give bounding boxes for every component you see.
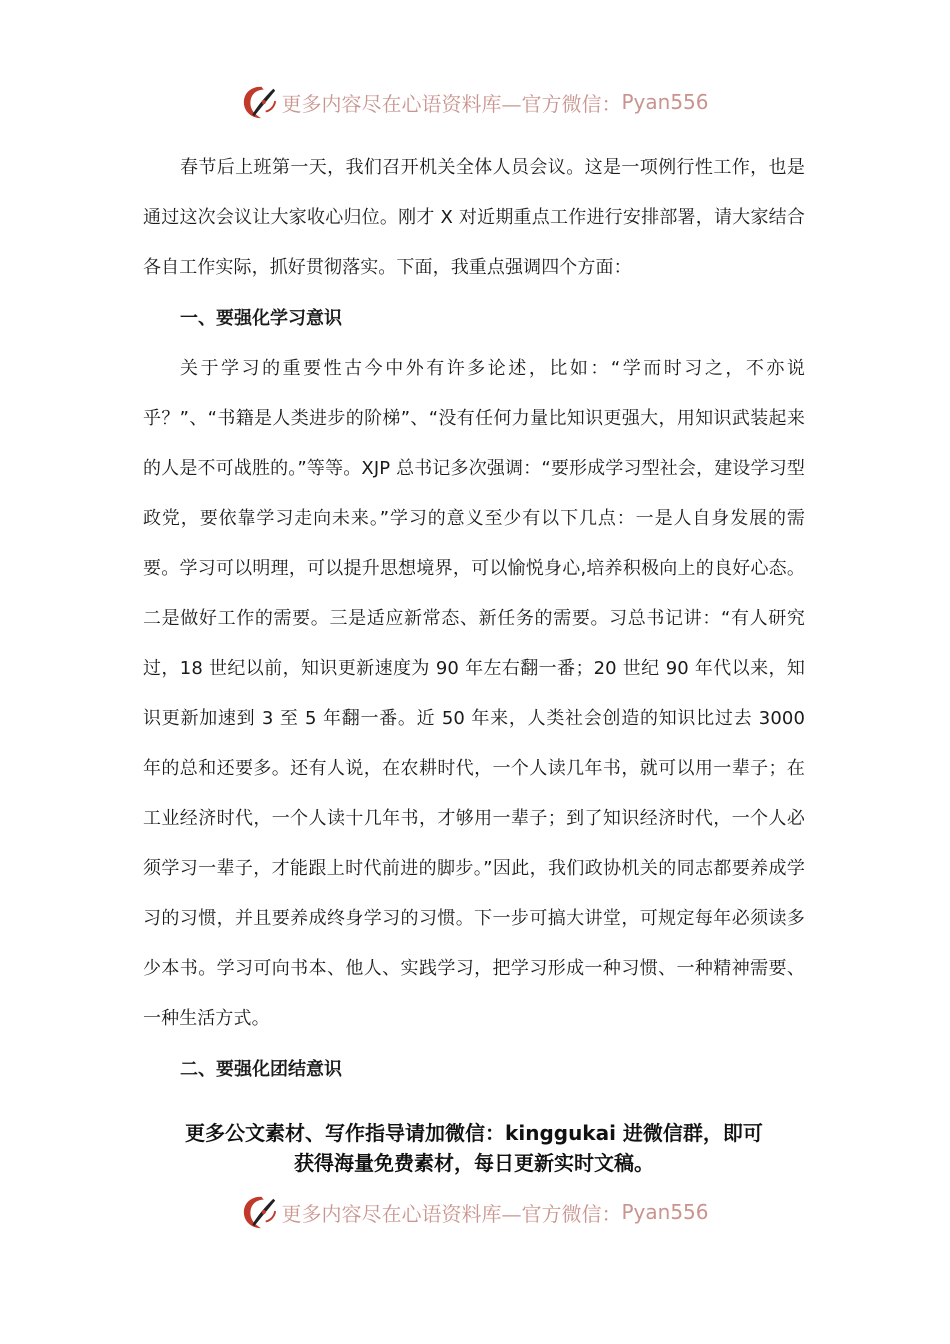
section-1-paragraph: 关于学习的重要性古今中外有许多论述，比如：“学而时习之，不亦说乎？”、“书籍是人类进步的阶梯”、“没有任何力量比知识更强大，用知识武装起来的人是不可战胜的。”等等。XJP 总书记多次强调：“要形成学习型社会，建设学习型政党，要依靠学习走向未来。”学习的意义至少有以下几点：一是人自身发展的需要。学习可以明理，可以提升思想境界，可以愉悦身心,培养积极向上的良好心态。二是做好工作的需要。三是适应新常态、新任务的需要。习总书记讲：“有人研究过，18 世纪以前，知识更新速度为 90 年左右翻一番；20 世纪 90 年代以来，知识更新加速到 3 至 5 年翻一番。近 50 年来，人类社会创造的知识比过去 3000 年的总和还要多。还有人说，在农耕时代，一个人读几年书，就可以用一辈子；在工业经济时代，一个人读十几年书，才够用一辈子；到了知识经济时代，一个人必须学习一辈子，才能跟上时代前进的脚步。”因此，我们政协机关的同志都要养成学习的习惯，并且要养成终身学习的习惯。下一步可搞大讲堂，可规定每年必须读多少本书。学习可向书本、他人、实践学习，把学习形成一种习惯、一种精神需要、一种生活方式。 <box>143 358 805 1029</box>
brush-logo-icon <box>241 1193 279 1231</box>
header-watermark <box>0 80 950 124</box>
watermark-wechat-id: Pyan556 <box>621 1200 709 1224</box>
promo-notice <box>143 1118 805 1178</box>
section-heading-2: 二、要强化团结意识 <box>180 1059 342 1080</box>
watermark-text: 更多内容尽在心语资料库—官方微信： <box>281 1201 622 1226</box>
footer-watermark <box>0 1190 950 1234</box>
watermark-wechat-id: Pyan556 <box>621 90 709 114</box>
promo-line-1: 更多公文素材、写作指导请加微信：kinggukai 进微信群，即可 <box>185 1121 763 1145</box>
brush-logo-icon <box>241 83 279 121</box>
watermark-text: 更多内容尽在心语资料库—官方微信： <box>281 91 622 116</box>
promo-line-2: 获得海量免费素材，每日更新实时文稿。 <box>294 1151 654 1175</box>
document-body <box>143 143 805 1095</box>
section-heading-1: 一、要强化学习意识 <box>180 308 342 329</box>
intro-paragraph: 春节后上班第一天，我们召开机关全体人员会议。这是一项例行性工作，也是通过这次会议让大家收心归位。刚才 X 对近期重点工作进行安排部署，请大家结合各自工作实际，抓好贯彻落实。下面，我重点强调四个方面： <box>143 157 805 278</box>
